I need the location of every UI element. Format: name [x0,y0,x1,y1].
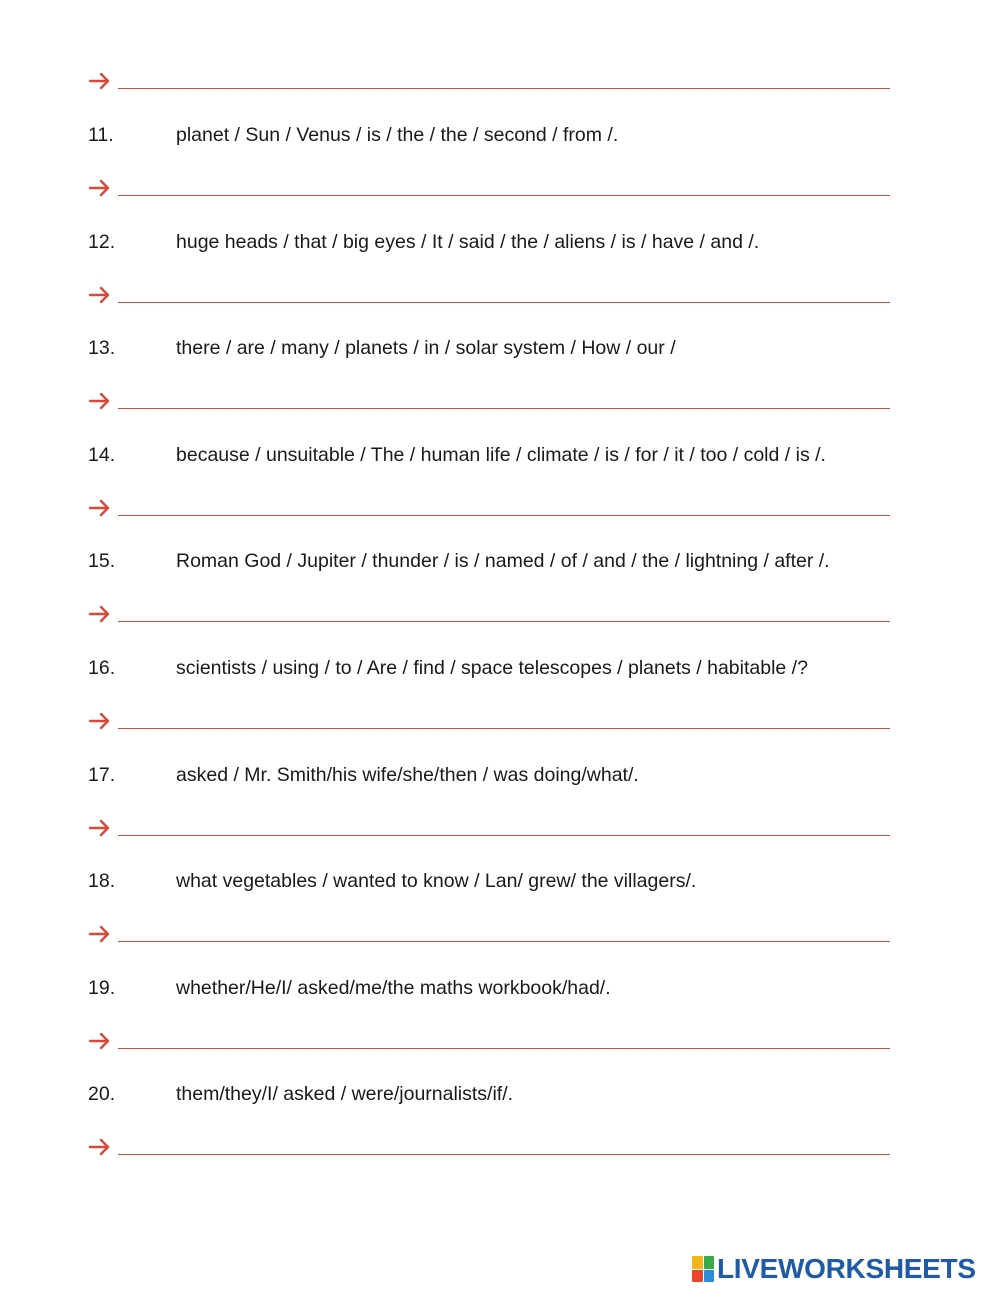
logo-mark-icon [692,1256,714,1282]
question-number: 17. [88,764,116,786]
answer-line [118,835,890,836]
liveworksheets-logo [692,1252,976,1286]
answer-row [88,1135,890,1159]
question-text: whether/He/I/ asked/me/the maths workbook/had/. [176,977,611,999]
answer-input[interactable] [118,176,890,195]
arrow-right-icon [88,816,112,840]
answer-row [88,496,890,520]
answer-input[interactable] [118,1029,890,1048]
question-number: 19. [88,977,116,999]
question-text: what vegetables / wanted to know / Lan/ grew/ the villagers/. [176,870,697,892]
question-text: there / are / many / planets / in / solar system / How / our / [176,337,676,359]
answer-input[interactable] [118,389,890,408]
answer-row [88,709,890,733]
question-number: 11. [88,124,114,146]
question-text: them/they/I/ asked / were/journalists/if/. [176,1083,514,1105]
answer-row [88,816,890,840]
answer-line [118,728,890,729]
arrow-right-icon [88,389,112,413]
question-text: Roman God / Jupiter / thunder / is / named / of / and / the / lightning / after /. [176,550,830,572]
answer-line [118,1048,890,1049]
answer-line [118,621,890,622]
question-text: because / unsuitable / The / human life / climate / is / for / it / too / cold / is /. [176,444,826,466]
answer-row [88,283,890,307]
answer-line [118,302,890,303]
answer-line [118,408,890,409]
answer-row [88,1029,890,1053]
answer-row [88,922,890,946]
question-number: 12. [88,231,116,253]
answer-input[interactable] [118,496,890,515]
question-text: scientists / using / to / Are / find / space telescopes / planets / habitable /? [176,657,808,679]
answer-line [118,941,890,942]
answer-input[interactable] [118,922,890,941]
arrow-right-icon [88,602,112,626]
question-text: asked / Mr. Smith/his wife/she/then / was doing/what/. [176,764,639,786]
arrow-right-icon [88,69,112,93]
answer-row-top [88,69,890,93]
question-number: 14. [88,444,116,466]
answer-row [88,176,890,200]
answer-input[interactable] [118,709,890,728]
question-number: 15. [88,550,116,572]
question-number: 18. [88,870,116,892]
answer-input[interactable] [118,1135,890,1154]
answer-line [118,195,890,196]
answer-input-top[interactable] [118,69,890,88]
arrow-right-icon [88,283,112,307]
question-number: 20. [88,1083,116,1105]
answer-input[interactable] [118,602,890,621]
arrow-right-icon [88,496,112,520]
arrow-right-icon [88,1135,112,1159]
question-number: 16. [88,657,116,679]
answer-line [118,1154,890,1155]
question-number: 13. [88,337,116,359]
answer-input[interactable] [118,816,890,835]
answer-row [88,602,890,626]
arrow-right-icon [88,709,112,733]
arrow-right-icon [88,176,112,200]
answer-line [118,515,890,516]
logo-text: LIVEWORKSHEETS [717,1253,976,1284]
question-text: huge heads / that / big eyes / It / said / the / aliens / is / have / and /. [176,231,760,253]
answer-input[interactable] [118,283,890,302]
arrow-right-icon [88,1029,112,1053]
answer-line [118,88,890,89]
arrow-right-icon [88,922,112,946]
question-text: planet / Sun / Venus / is / the / the / second / from /. [176,124,619,146]
answer-row [88,389,890,413]
